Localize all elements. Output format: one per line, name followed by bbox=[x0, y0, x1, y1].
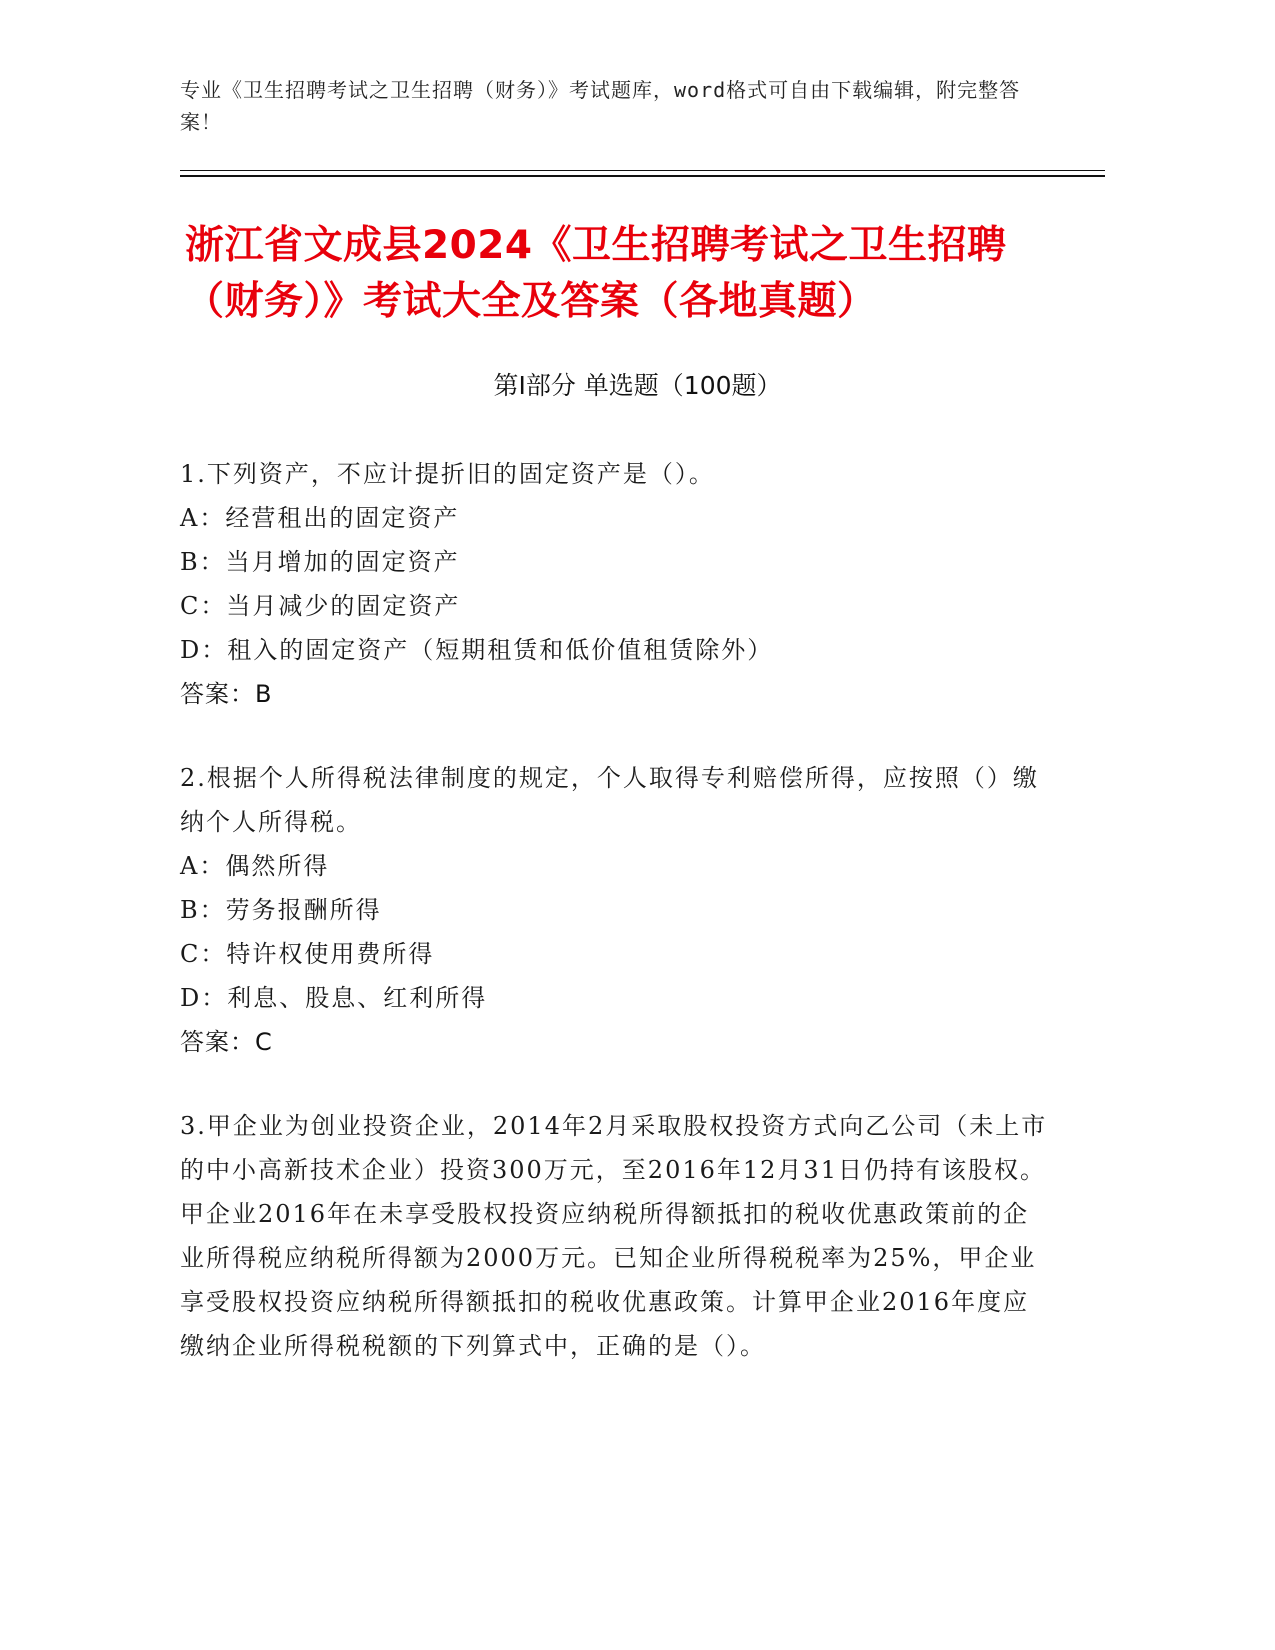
option-d: D：租入的固定资产（短期租赁和低价值租赁除外） bbox=[180, 636, 774, 664]
option-a: A：经营租出的固定资产 bbox=[180, 504, 460, 532]
header-divider-thick bbox=[180, 175, 1105, 177]
document-title: 浙江省文成县2024《卫生招聘考试之卫生招聘（财务）》考试大全及答案（各地真题） bbox=[185, 223, 1007, 324]
header-divider-thin bbox=[180, 170, 1105, 171]
option-a: A：偶然所得 bbox=[180, 852, 330, 880]
answer: 答案：C bbox=[180, 1028, 273, 1056]
option-c: C：特许权使用费所得 bbox=[180, 940, 435, 968]
question-text: 1.下列资产，不应计提折旧的固定资产是（）。 bbox=[180, 460, 715, 488]
question-1 bbox=[180, 452, 1050, 716]
header-note: 专业《卫生招聘考试之卫生招聘（财务）》考试题库，word格式可自由下载编辑，附完整答案！ bbox=[180, 78, 1021, 134]
option-c: C：当月减少的固定资产 bbox=[180, 592, 461, 620]
section-title: 第I部分 单选题（100题） bbox=[493, 371, 782, 400]
option-b: B：劳务报酬所得 bbox=[180, 896, 382, 924]
question-text: 3.甲企业为创业投资企业，2014年2月采取股权投资方式向乙公司（未上市的中小高新技术企业）投资300万元，至2016年12月31日仍持有该股权。甲企业2016年在未享受股权投资应纳税所得额抵扣的税收优惠政策前的企业所得税应纳税所得额为2000万元。已知企业所得税税率为25%，甲企业享受股权投资应纳税所得额抵扣的税收优惠政策。计算甲企业2016年度应缴纳企业所得税税额的下列算式中，正确的是（）。 bbox=[180, 1112, 1048, 1360]
option-d: D：利息、股息、红利所得 bbox=[180, 984, 488, 1012]
question-list bbox=[180, 452, 1050, 1408]
question-2 bbox=[180, 756, 1050, 1064]
answer: 答案：B bbox=[180, 680, 273, 708]
question-text: 2.根据个人所得税法律制度的规定，个人取得专利赔偿所得，应按照（）缴纳个人所得税。 bbox=[180, 764, 1039, 836]
option-b: B：当月增加的固定资产 bbox=[180, 548, 460, 576]
question-3 bbox=[180, 1104, 1050, 1368]
